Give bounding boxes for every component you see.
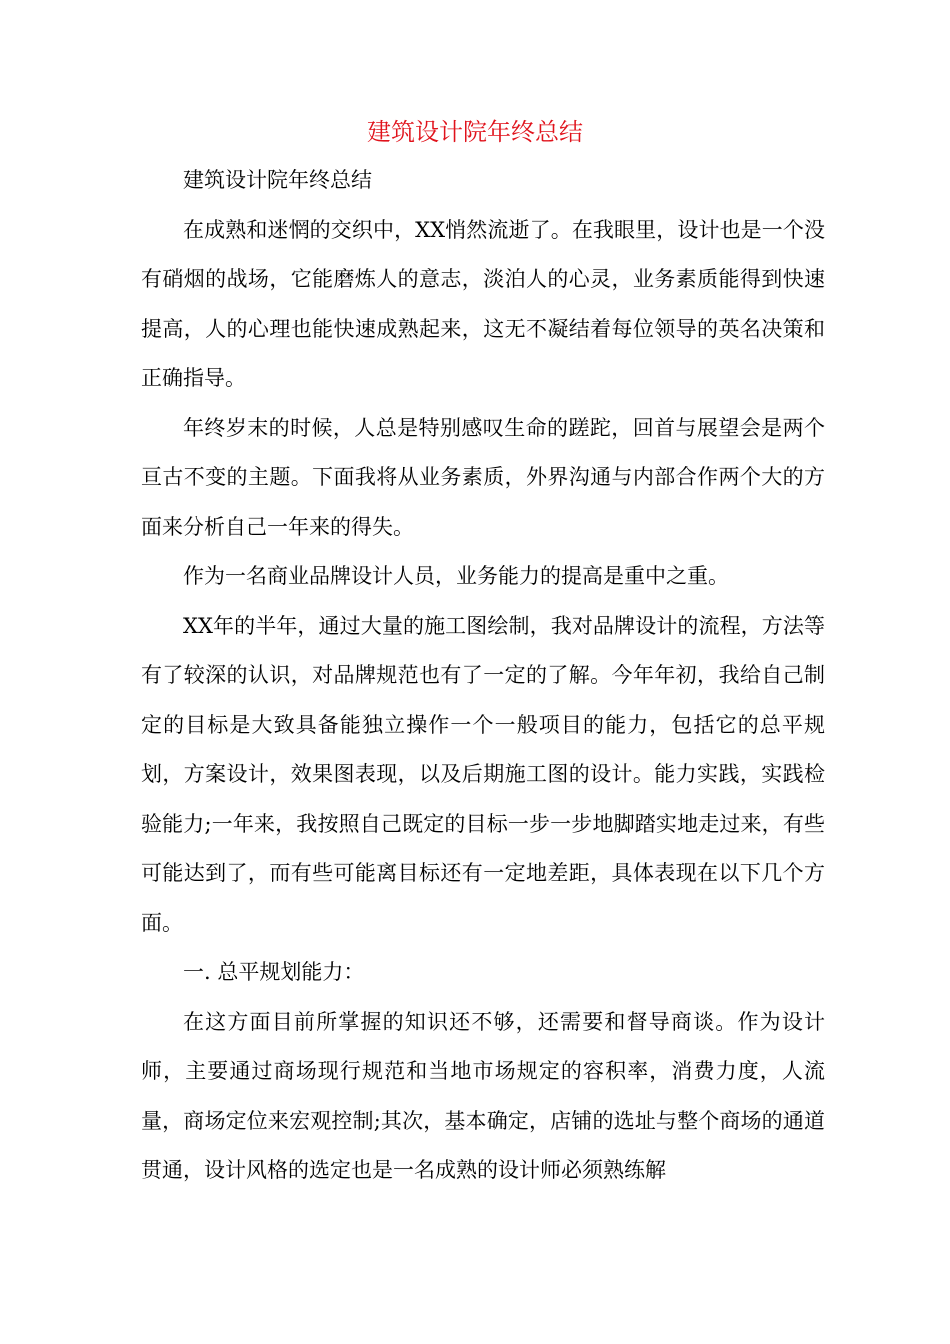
paragraph-year-end: 年终岁末的时候，人总是特别感叹生命的蹉跎，回首与展望会是两个亘古不变的主题。下面我将从业务素质，外界沟通与内部合作两个大的方面来分析自己一年来的得失。 [141,415,825,539]
paragraph-progress: XX年的半年，通过大量的施工图绘制，我对品牌设计的流程，方法等有了较深的认识，对品牌规范也有了一定的了解。今年年初，我给自己制定的目标是大致具备能独立操作一个一般项目的能力，包括它的总平规划，方案设计，效果图表现，以及后期施工图的设计。能力实践，实践检验能力;一年来，我按照自己既定的目标一步一步地脚踏实地走过来，有些可能达到了，而有些可能离目标还有一定地差距，具体表现在以下几个方面。 [141,613,825,935]
paragraph-role: 作为一名商业品牌设计人员，业务能力的提高是重中之重。 [183,564,729,588]
paragraph-intro: 在成熟和迷惘的交织中，XX悄然流逝了。在我眼里，设计也是一个没有硝烟的战场，它能磨炼人的意志，淡泊人的心灵，业务素质能得到快速提高，人的心理也能快速成熟起来，这无不凝结着每位领导的英名决策和正确指导。 [141,217,825,390]
section-heading-planning: 一. 总平规划能力： [183,960,365,984]
paragraph-planning: 在这方面目前所掌握的知识还不够，还需要和督导商谈。作为设计师，主要通过商场现行规范和当地市场规定的容积率，消费力度，人流量，商场定位来宏观控制;其次，基本确定，店铺的选址与整个商场的通道贯通，设计风格的选定也是一名成熟的设计师必须熟练解 [141,1009,825,1182]
paragraph-subtitle: 建筑设计院年终总结 [183,168,372,192]
document-title: 建筑设计院年终总结 [367,118,583,146]
document-body [141,156,825,1196]
